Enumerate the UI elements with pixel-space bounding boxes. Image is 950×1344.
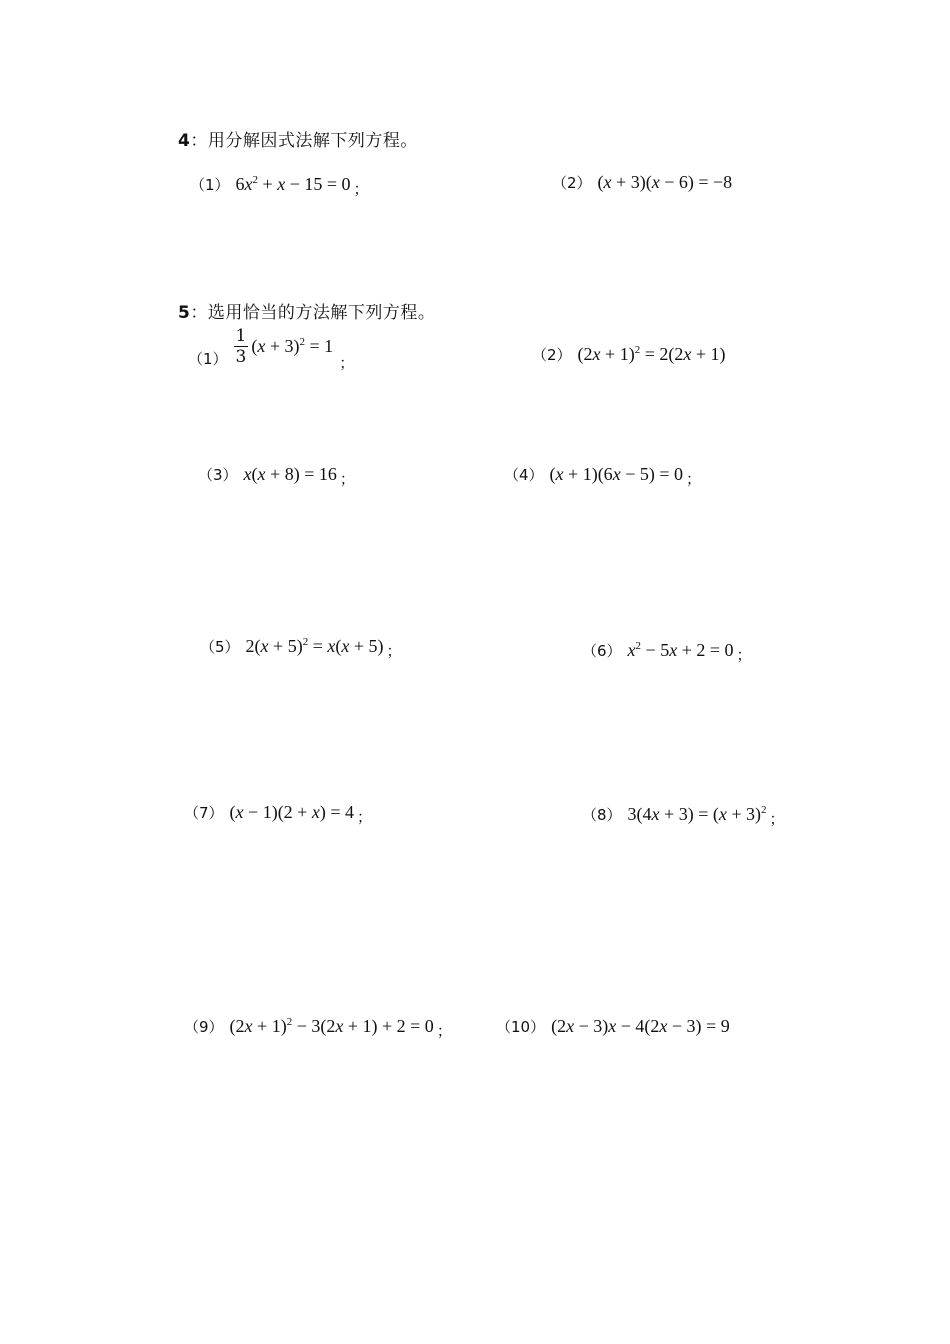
problem-label: （2）	[532, 346, 572, 364]
problem-5-7	[184, 802, 373, 826]
section-5-heading	[178, 298, 435, 323]
separator: ；	[386, 642, 402, 660]
fraction	[234, 326, 249, 367]
equation: $6x^2 + x - 15 = 0$	[235, 174, 351, 194]
problem-5-6	[582, 640, 752, 664]
problem-5-9	[184, 1016, 452, 1040]
problem-label: （2）	[552, 174, 592, 192]
separator: ；	[736, 646, 752, 664]
section-number: 5	[178, 303, 191, 323]
problem-label: （10）	[496, 1018, 546, 1036]
fraction-numerator: 1	[235, 326, 247, 346]
section-number: 4	[178, 131, 191, 151]
equation: $x^2 - 5x + 2 = 0$	[627, 640, 734, 660]
equation: $(x + 3)^2 = 1$	[251, 336, 334, 356]
separator: ；	[436, 1022, 452, 1040]
problem-label: （1）	[188, 350, 228, 368]
problem-5-1	[188, 326, 355, 372]
problem-5-10	[496, 1016, 730, 1037]
problem-label: （6）	[582, 642, 622, 660]
problem-label: （4）	[504, 466, 544, 484]
separator: ；	[339, 470, 355, 488]
equation: (2x − 3)x − 4(2x − 3) = 9	[551, 1016, 730, 1036]
equation: $3(4x + 3) = (x + 3)^2$	[627, 804, 767, 824]
separator: ；	[685, 470, 701, 488]
problem-4-1	[190, 174, 369, 198]
problem-5-4	[504, 464, 701, 488]
section-4-heading	[178, 126, 418, 151]
problem-label: （1）	[190, 176, 230, 194]
problem-4-2	[552, 172, 732, 193]
fraction-denominator: 3	[235, 347, 247, 367]
problem-5-2	[532, 344, 726, 365]
separator: ；	[353, 180, 369, 198]
problem-label: （3）	[198, 466, 238, 484]
problem-5-5	[200, 636, 402, 660]
section-title: ：选用恰当的方法解下列方程。	[190, 303, 436, 323]
separator: ；	[339, 354, 355, 372]
problem-label: （7）	[184, 804, 224, 822]
problem-label: （9）	[184, 1018, 224, 1036]
separator: ；	[769, 810, 785, 828]
problem-label: （8）	[582, 806, 622, 824]
problem-5-3	[198, 464, 355, 488]
equation: (x − 1)(2 + x) = 4	[229, 802, 354, 822]
equation: (x + 3)(x − 6) = −8	[597, 172, 733, 192]
problem-5-8	[582, 804, 785, 828]
separator: ；	[357, 808, 373, 826]
equation: $(2x + 1)^2 - 3(2x + 1) + 2 = 0$	[229, 1016, 434, 1036]
equation: (x + 1)(6x − 5) = 0	[549, 464, 683, 484]
problem-label: （5）	[200, 638, 240, 656]
section-title: ：用分解因式法解下列方程。	[190, 131, 418, 151]
equation: $(2x + 1)^2 = 2(2x + 1)$	[577, 344, 726, 364]
equation: $2(x + 5)^2 = x(x + 5)$	[245, 636, 384, 656]
equation: x(x + 8) = 16	[243, 464, 337, 484]
